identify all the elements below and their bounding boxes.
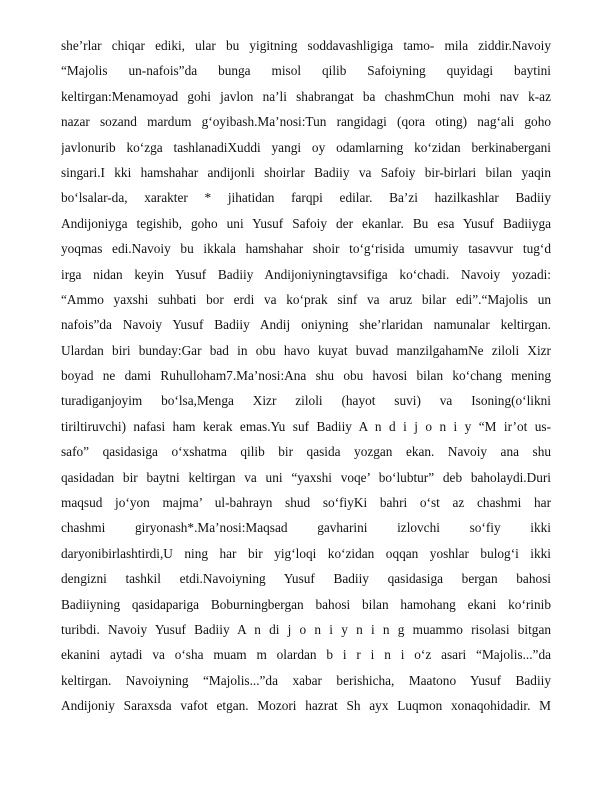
text-line: Ulardan biri bunday:Gar bad in obu havo kuyat buvad manzilgahamNe ziloli Xizr <box>61 342 551 358</box>
text-line: irga nidan keyin Yusuf Badiiy Andijoniyningtavsifiga ko‘chadi. Navoiy yozadi: <box>61 266 551 282</box>
text-line: keltirgan. Navoiyning “Majolis...”da xabar berishicha, Maatono Yusuf Badiiy <box>61 672 551 688</box>
text-line: safo” qasidasiga o‘xshatma qilib bir qasida yozgan ekan. Navoiy ana shu <box>61 444 551 460</box>
text-line: turibdi. Navoiy Yusuf Badiiy A n di j o n i y n i n g muammo risolasi bitgan <box>61 621 551 637</box>
text-line: boyad ne dami Ruhulloham7.Ma’nosi:Ana shu obu havosi bilan ko‘chang mening <box>61 368 551 384</box>
text-line: Andijoniyga tegishib, goho uni Yusuf Safoiy der ekanlar. Bu esa Yusuf Badiiyga <box>61 215 551 231</box>
text-line: chashmi giryonash*.Ma’nosi:Maqsad gavharini izlovchi so‘fiy ikki <box>61 520 551 536</box>
text-line: singari.I kki hamshahar andijonli shoirlar Badiiy va Safoiy bir-birlari bilan yaqin <box>61 164 551 180</box>
text-line: qasidadan bir baytni keltirgan va uni “yaxshi voqe’ bo‘lubtur” deb baholaydi.Duri <box>61 469 551 485</box>
text-line: yoqmas edi.Navoiy bu ikkala hamshahar shoir to‘g‘risida umumiy tasavvur tug‘d <box>61 241 551 257</box>
text-line: she’rlar chiqar ediki, ular bu yigitning soddavashligiga tamo- mila ziddir.Navoiy <box>61 38 551 53</box>
text-line: daryonibirlashtirdi,U ning har bir yig‘loqi ko‘zidan oqqan yoshlar bulog‘i ikki <box>61 545 551 561</box>
text-line: dengizni tashkil etdi.Navoiyning Yusuf Badiiy qasidasiga bergan bahosi <box>61 571 551 587</box>
text-line: nafois”da Navoiy Yusuf Badiiy Andij oniyning she’rlaridan namunalar keltirgan. <box>61 317 551 333</box>
text-line: “Ammo yaxshi suhbati bor erdi va ko‘prak sinf va aruz bilar edi”.“Majolis un <box>61 291 551 307</box>
text-line: Badiiyning qasidapariga Boburningbergan bahosi bilan hamohang ekani ko‘rinib <box>61 596 551 612</box>
text-line: nazar sozand mardum g‘oyibash.Ma’nosi:Tun rangidagi (qora oting) nag‘ali goho <box>61 114 551 130</box>
text-line: Andijoniy Saraxsda vafot etgan. Mozori hazrat Sh ayx Luqmon xonaqohidadir. M <box>61 698 551 714</box>
text-line: “Majolis un-nafois”da bunga misol qilib Safoiyning quyidagi baytini <box>61 63 551 79</box>
text-line: turadiganjoyim bo‘lsa,Menga Xizr ziloli (hayot suvi) va Isoning(o‘likni <box>61 393 551 409</box>
text-line: tiriltiruvchi) nafasi ham kerak emas.Yu suf Badiiy A n d i j o n i y “M ir’ot us- <box>61 418 551 434</box>
text-line: maqsud jo‘yon majma’ ul-bahrayn shud so‘fiyKi bahri o‘st az chashmi har <box>61 495 551 511</box>
text-line: ekanini aytadi va o‘sha muam m olardan b i r i n i o‘z asari “Majolis...”da <box>61 647 551 663</box>
text-line: bo‘lsalar-da, xarakter * jihatidan farqpi edilar. Ba’zi hazilkashlar Badiiy <box>61 190 551 206</box>
document-page <box>61 33 551 719</box>
text-line: keltirgan:Menamoyad gohi javlon na’li shabrangat ba chashmChun mohi nav k-az <box>61 88 551 104</box>
text-line: javlonurib ko‘zga tashlanadiXuddi yangi oy odamlarning ko‘zidan berkinabergani <box>61 139 551 155</box>
